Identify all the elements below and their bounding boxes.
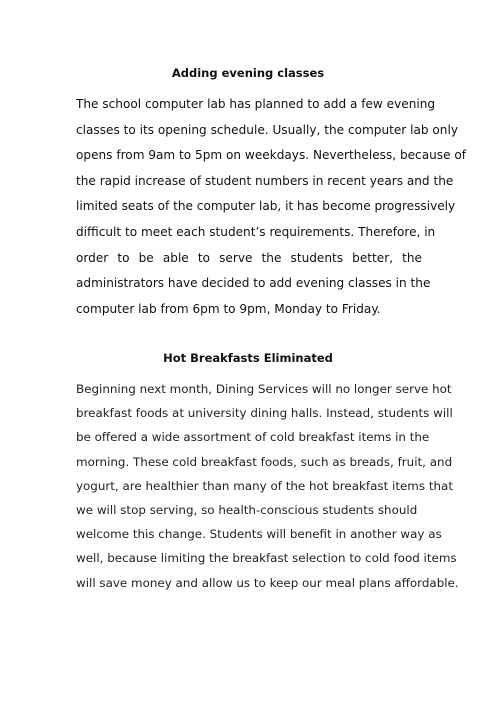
paragraph-line: morning. These cold breakfast foods, such as breads, fruit, and bbox=[76, 454, 453, 469]
paragraph-line: welcome this change. Students will benefit in another way as bbox=[76, 527, 442, 542]
paragraph-line: administrators have decided to add evening classes in the bbox=[76, 276, 431, 291]
paragraph-line: Beginning next month, Dining Services will no longer serve hot bbox=[76, 382, 452, 396]
paragraph-line: will save money and allow us to keep our meal plans affordable. bbox=[76, 575, 459, 590]
paragraph-line: the rapid increase of student numbers in recent years and the bbox=[76, 173, 454, 188]
paragraph-line: computer lab from 6pm to 9pm, Monday to Friday. bbox=[76, 301, 381, 316]
paragraph-line: we will stop serving, so health-conscious students should bbox=[76, 503, 418, 518]
paragraph-line: be offered a wide assortment of cold breakfast items in the bbox=[76, 430, 430, 445]
paragraph-line: classes to its opening schedule. Usually, the computer lab only bbox=[76, 122, 458, 137]
paragraph-line: limited seats of the computer lab, it has become progressively bbox=[76, 199, 456, 214]
section-title-evening-classes: Adding evening classes bbox=[171, 66, 325, 80]
section-title-hot-breakfasts: Hot Breakfasts Eliminated bbox=[163, 351, 333, 365]
paragraph-evening-classes bbox=[76, 92, 467, 322]
paragraph-line: breakfast foods at university dining halls. Instead, students will bbox=[76, 406, 453, 421]
paragraph-hot-breakfasts bbox=[76, 377, 459, 595]
paragraph-line: difficult to meet each student’s requirements. Therefore, in bbox=[76, 224, 436, 239]
paragraph-line: well, because limiting the breakfast selection to cold food items bbox=[76, 551, 457, 566]
paragraph-line: yogurt, are healthier than many of the hot breakfast items that bbox=[76, 478, 454, 493]
paragraph-line: opens from 9am to 5pm on weekdays. Nevertheless, because of bbox=[76, 148, 467, 163]
paragraph-line: The school computer lab has planned to add a few evening bbox=[76, 97, 436, 111]
paragraph-line: order to be able to serve the students better, the bbox=[76, 250, 422, 265]
